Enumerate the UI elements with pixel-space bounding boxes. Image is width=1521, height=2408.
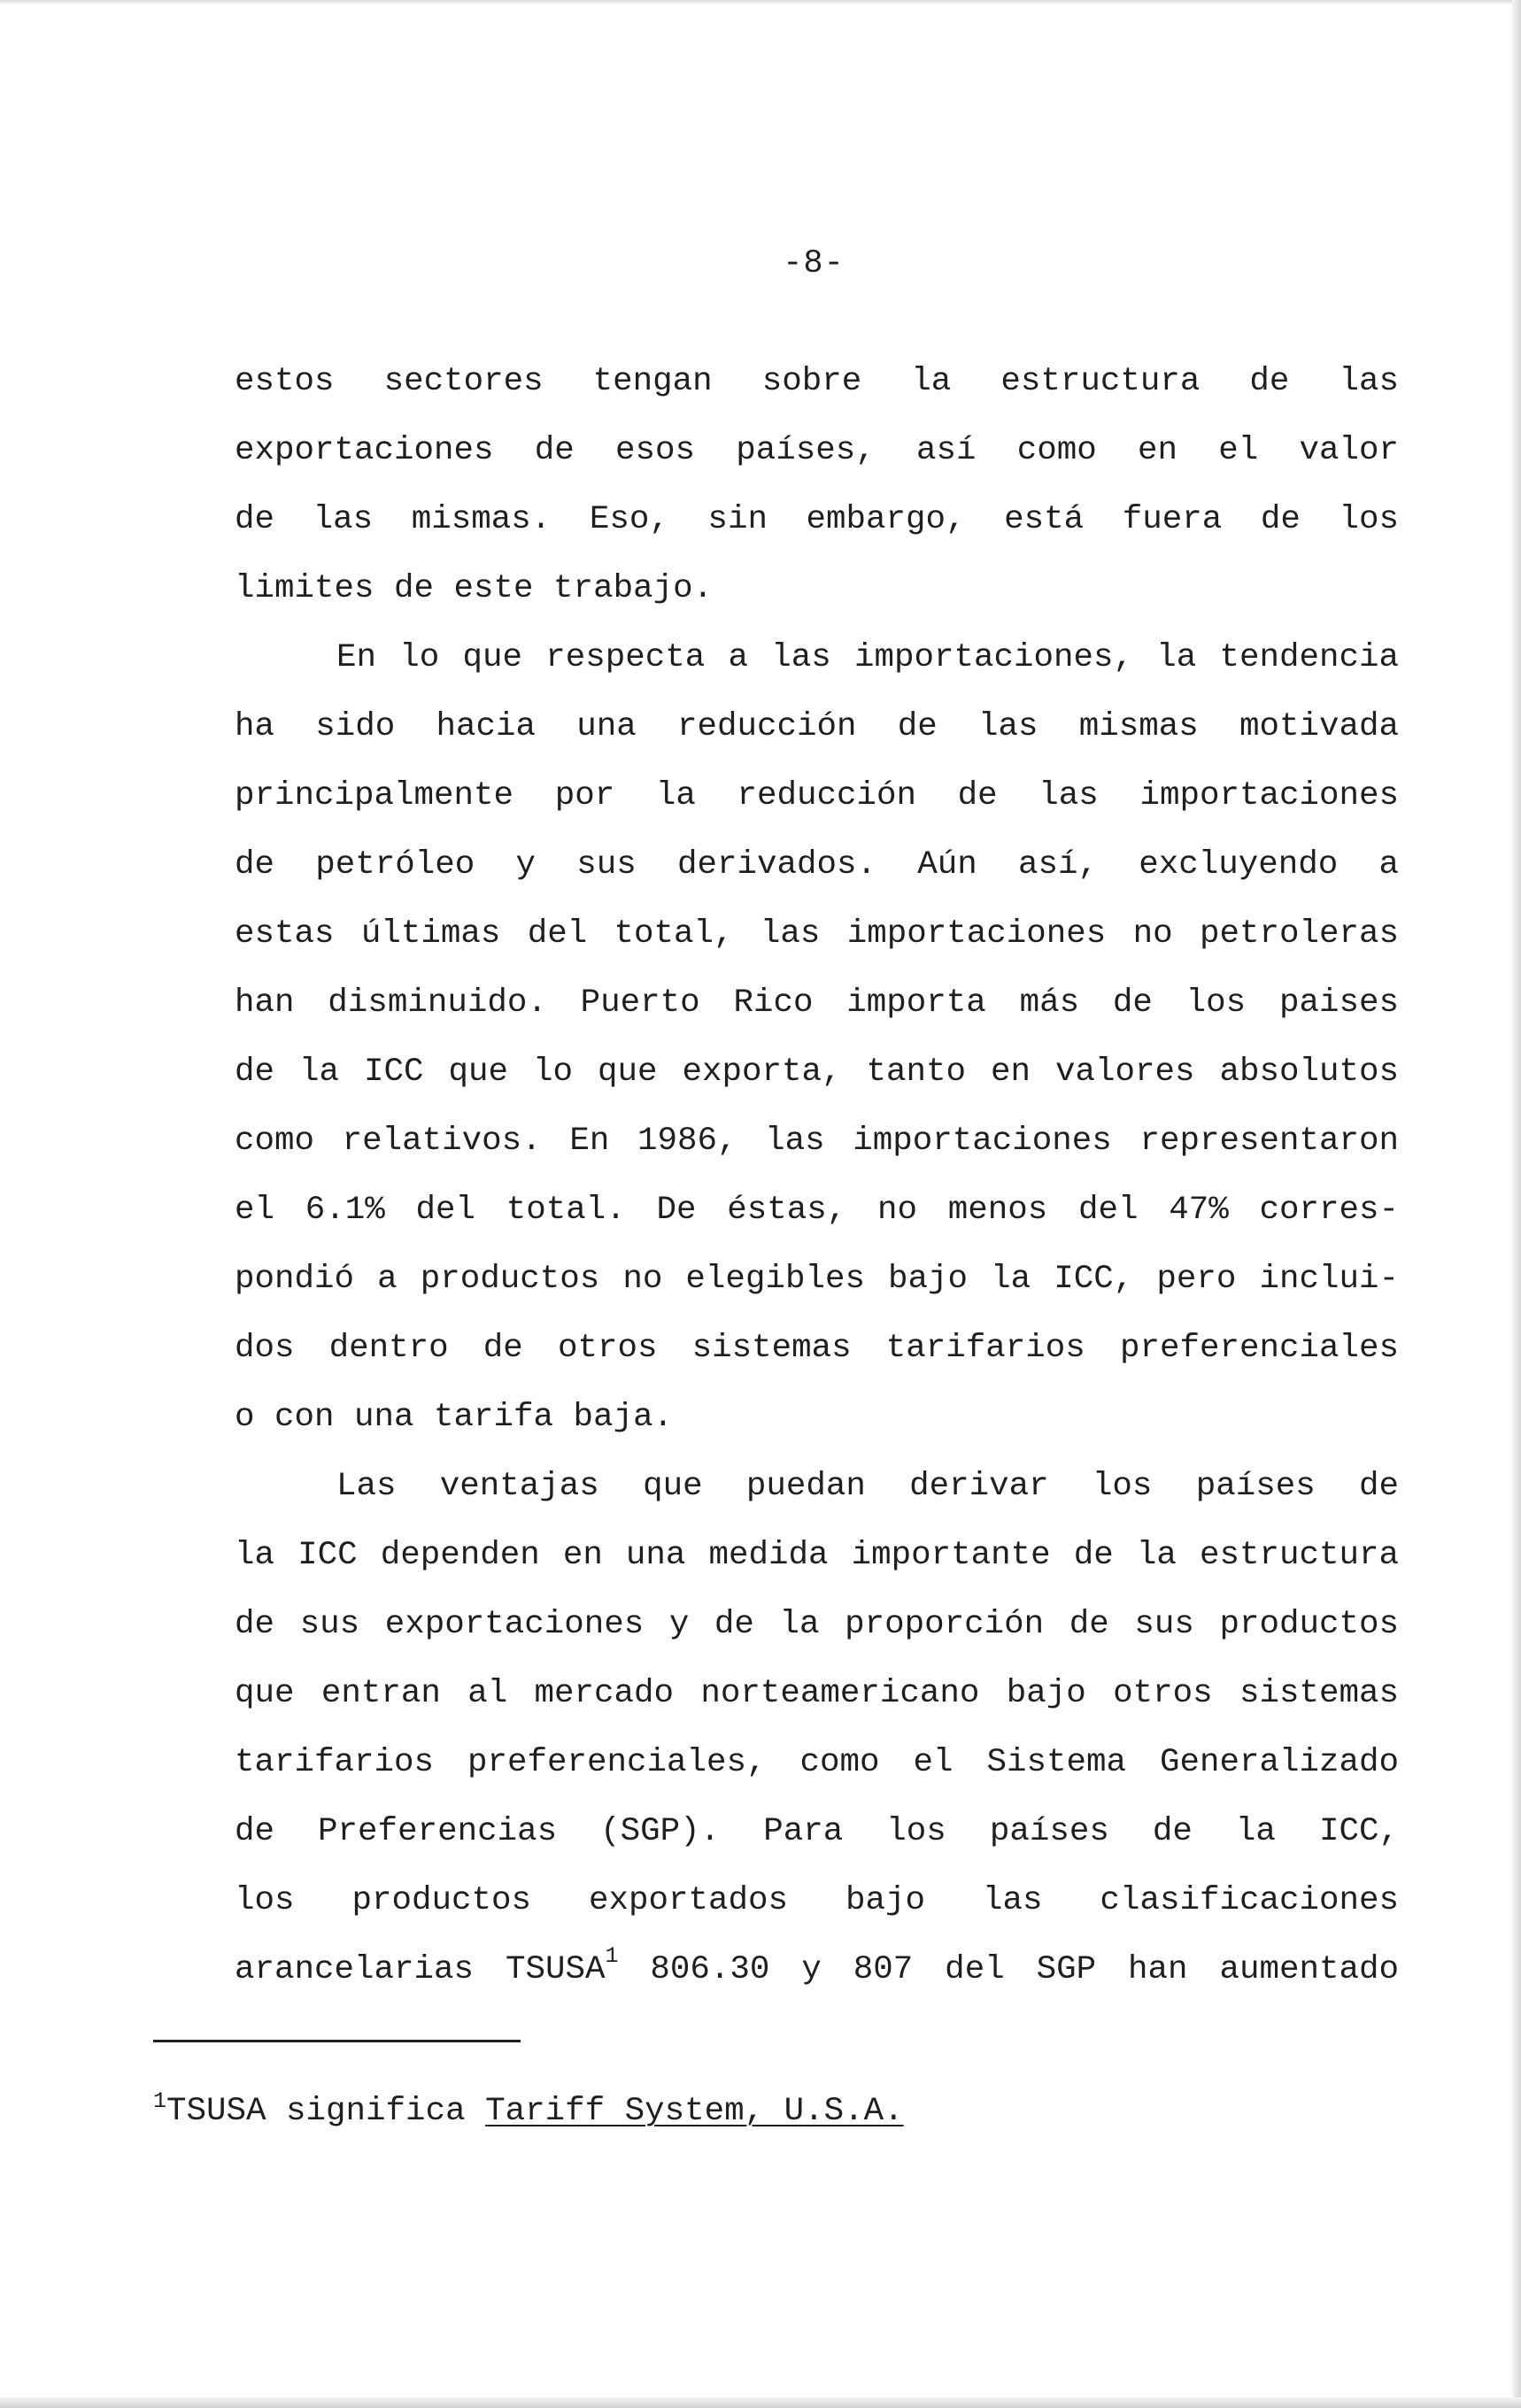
text-line: de Preferencias (SGP). Para los países de la ICC, <box>235 1813 1399 1850</box>
text-line: tarifarios preferenciales, como el Sistema Generalizado <box>235 1744 1399 1781</box>
text-line: estas últimas del total, las importaciones no petroleras <box>235 915 1399 953</box>
paragraph-first-line: Las ventajas que puedan derivar los países de <box>336 1468 1399 1505</box>
text-fragment: 806.30 y 807 del SGP han aumentado <box>618 1951 1399 1988</box>
text-line: pondió a productos no elegibles bajo la ICC, pero inclui- <box>235 1261 1399 1298</box>
body-text <box>235 347 1399 2004</box>
text-line: de las mismas. Eso, sin embargo, está fuera de los <box>235 501 1399 538</box>
text-line: el 6.1% del total. De éstas, no menos del 47% corres- <box>235 1192 1399 1229</box>
page-number: -8- <box>783 245 845 282</box>
footnote-text: TSUSA significa <box>166 2093 486 2130</box>
text-line: la ICC dependen en una medida importante de la estructura <box>235 1537 1399 1574</box>
footnote-divider <box>153 2040 521 2042</box>
footnote-mark: 1 <box>153 2088 167 2114</box>
footnote-reference: 1 <box>605 1943 619 1969</box>
text-line-with-footnote-ref <box>235 1935 1399 2004</box>
paragraph-first-line: En lo que respecta a las importaciones, la tendencia <box>336 639 1399 676</box>
text-line: han disminuido. Puerto Rico importa más de los paises <box>235 984 1399 1022</box>
text-line: ha sido hacia una reducción de las mismas motivada <box>235 708 1399 745</box>
text-line: los productos exportados bajo las clasificaciones <box>235 1882 1399 1919</box>
text-line: principalmente por la reducción de las importaciones <box>235 777 1399 814</box>
scan-edge-bottom <box>0 2397 1521 2408</box>
text-line: de sus exportaciones y de la proporción de sus productos <box>235 1606 1399 1643</box>
text-line: exportaciones de esos países, así como en el valor <box>235 432 1399 469</box>
text-line: de petróleo y sus derivados. Aún así, excluyendo a <box>235 846 1399 884</box>
text-line: o con una tarifa baja. <box>235 1399 674 1436</box>
footnote <box>153 2089 904 2136</box>
text-line: que entran al mercado norteamericano bajo otros sistemas <box>235 1675 1399 1712</box>
scan-edge-top <box>0 0 1521 5</box>
footnote-underlined-term: Tariff System, U.S.A. <box>485 2093 904 2130</box>
text-line: de la ICC que lo que exporta, tanto en valores absolutos <box>235 1054 1399 1091</box>
text-line: dos dentro de otros sistemas tarifarios preferenciales <box>235 1330 1399 1367</box>
text-line: limites de este trabajo. <box>235 570 714 607</box>
text-fragment: arancelarias TSUSA <box>235 1951 606 1988</box>
text-line: estos sectores tengan sobre la estructura de las <box>235 363 1399 400</box>
text-line: como relativos. En 1986, las importaciones representaron <box>235 1123 1399 1160</box>
scan-edge-right <box>1512 0 1521 2408</box>
